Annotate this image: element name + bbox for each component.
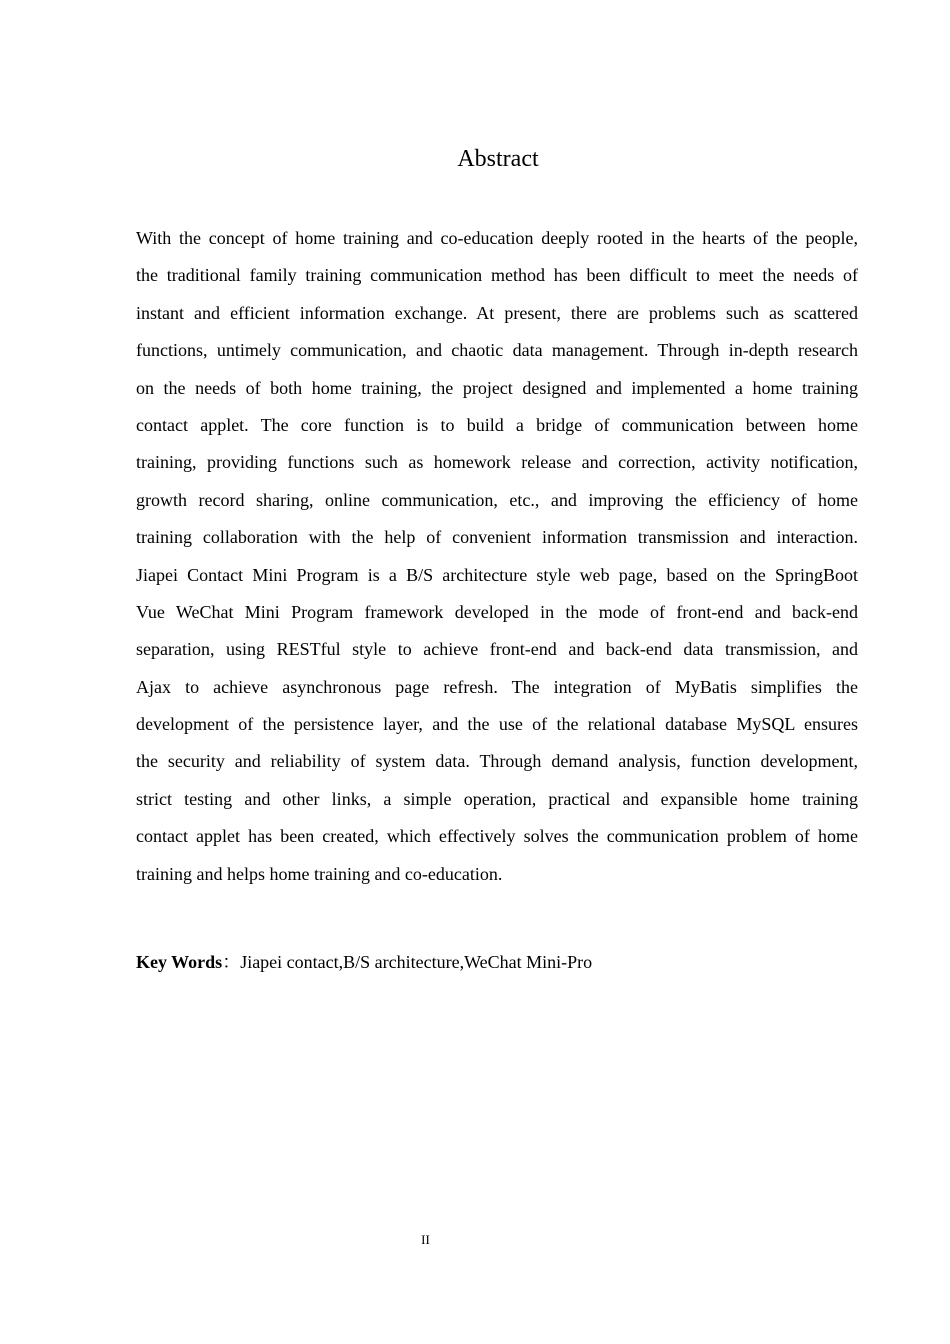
abstract-body (136, 226, 858, 899)
page-number: II (421, 1232, 430, 1247)
abstract-line: training and helps home training and co-education. (136, 863, 503, 884)
page-title: Abstract (457, 146, 539, 172)
abstract-line: functions, untimely communication, and chaotic data management. Through in-depth research (136, 340, 858, 361)
abstract-line: development of the persistence layer, and the use of the relational database MySQL ensures (136, 714, 858, 735)
keywords (136, 950, 592, 974)
abstract-line: training, providing functions such as homework release and correction, activity notification, (136, 452, 858, 473)
abstract-line: With the concept of home training and co-education deeply rooted in the hearts of the people, (136, 228, 858, 248)
abstract-line: the security and reliability of system data. Through demand analysis, function development, (136, 751, 858, 772)
abstract-line: Vue WeChat Mini Program framework developed in the mode of front-end and back-end (136, 601, 858, 622)
keywords-separator: ： (222, 952, 241, 972)
keywords-label: Key Words (136, 952, 223, 972)
abstract-line: training collaboration with the help of convenient information transmission and interaction. (136, 527, 858, 548)
abstract-line: the traditional family training communication method has been difficult to meet the needs of (136, 265, 858, 286)
abstract-line: on the needs of both home training, the project designed and implemented a home training (136, 377, 858, 398)
abstract-line: contact applet. The core function is to build a bridge of communication between home (136, 414, 858, 435)
abstract-line: strict testing and other links, a simple operation, practical and expansible home training (136, 788, 858, 809)
abstract-line: Ajax to achieve asynchronous page refresh. The integration of MyBatis simplifies the (136, 676, 858, 697)
abstract-line: Jiapei Contact Mini Program is a B/S architecture style web page, based on the SpringBoot (136, 564, 858, 585)
abstract-line: instant and efficient information exchange. At present, there are problems such as scattered (136, 302, 858, 323)
abstract-line: separation, using RESTful style to achieve front-end and back-end data transmission, and (136, 639, 858, 660)
abstract-line: growth record sharing, online communication, etc., and improving the efficiency of home (136, 489, 858, 510)
abstract-line: contact applet has been created, which effectively solves the communication problem of home (136, 826, 858, 847)
keywords-value: Jiapei contact,B/S architecture,WeChat Mini-Pro (240, 952, 593, 972)
